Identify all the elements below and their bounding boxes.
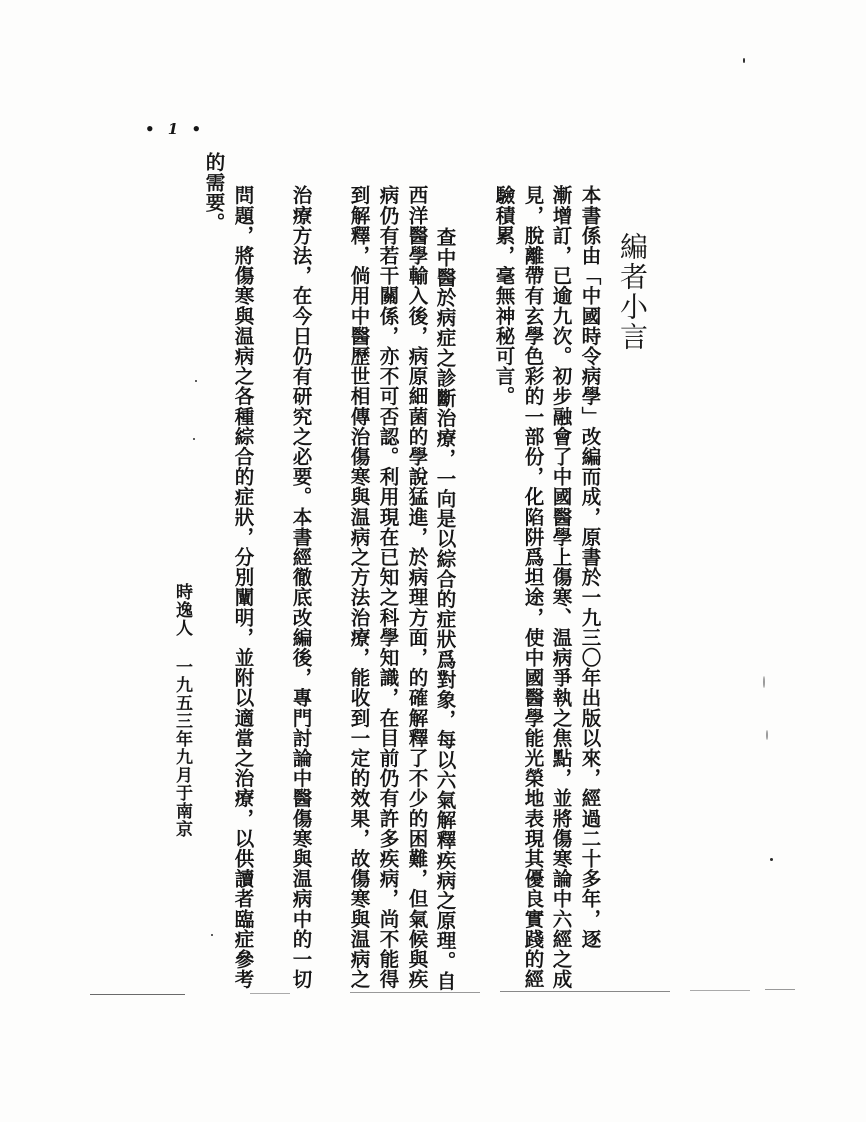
scan-line [350,992,480,993]
scan-speck [763,676,765,688]
scan-line [690,990,750,991]
text-column: 查中醫於病症之診斷治療，一向是以綜合的症狀爲對象，每以六氣解釋疾病之原理。自 [433,227,457,991]
text-column: 病仍有若干關係，亦不可否認。利用現在已知之科學知識，在目前仍有許多疾病，尚不能得 [376,185,400,989]
scan-speck [743,58,745,63]
scan-speck [193,438,195,440]
scan-line [765,989,795,990]
text-column: 本書係由「中國時令病學」改編而成，原書於一九三〇年出版以來，經過二十多年，逐 [578,185,602,949]
scan-speck [770,858,773,861]
scan-speck [211,934,213,936]
text-column: 問題，將傷寒與温病之各種綜合的症狀，分別闡明，並附以適當之治療，以供讀者臨症參考 [231,185,255,989]
scan-line [250,993,290,994]
author-signature: 時逸人 一九五三年九月于南京 [172,583,192,838]
text-column: 的需要。 [202,152,226,233]
scan-line [500,991,670,992]
text-column: 漸增訂，已逾九次。初步融會了中國醫學上傷寒、温病爭執之焦點，並將傷寒論中六經之成 [549,185,573,989]
text-column: 西洋醫學輸入後，病原細菌的學說猛進，於病理方面，的確解釋了不少的困難，但氣候與疾 [405,185,429,989]
text-column: 驗積累，毫無神秘可言。 [492,185,516,407]
scan-speck [766,730,768,740]
text-column: 到解釋，倘用中醫歷世相傳治傷寒與温病之方法治療，能收到一定的效果，故傷寒與温病之 [347,185,371,989]
text-column: 治療方法，在今日仍有研究之必要。本書經徹底改編後，專門討論中醫傷寒與温病中的一切 [289,185,313,989]
page-number: • 1 • [145,120,206,138]
scan-line [90,994,185,995]
text-column: 見，脫離帶有玄學色彩的一部份，化陷阱爲坦途，使中國醫學能光榮地表現其優良實踐的經 [521,185,545,989]
page-title: 編者小言 [616,232,649,352]
scan-speck [195,380,197,382]
